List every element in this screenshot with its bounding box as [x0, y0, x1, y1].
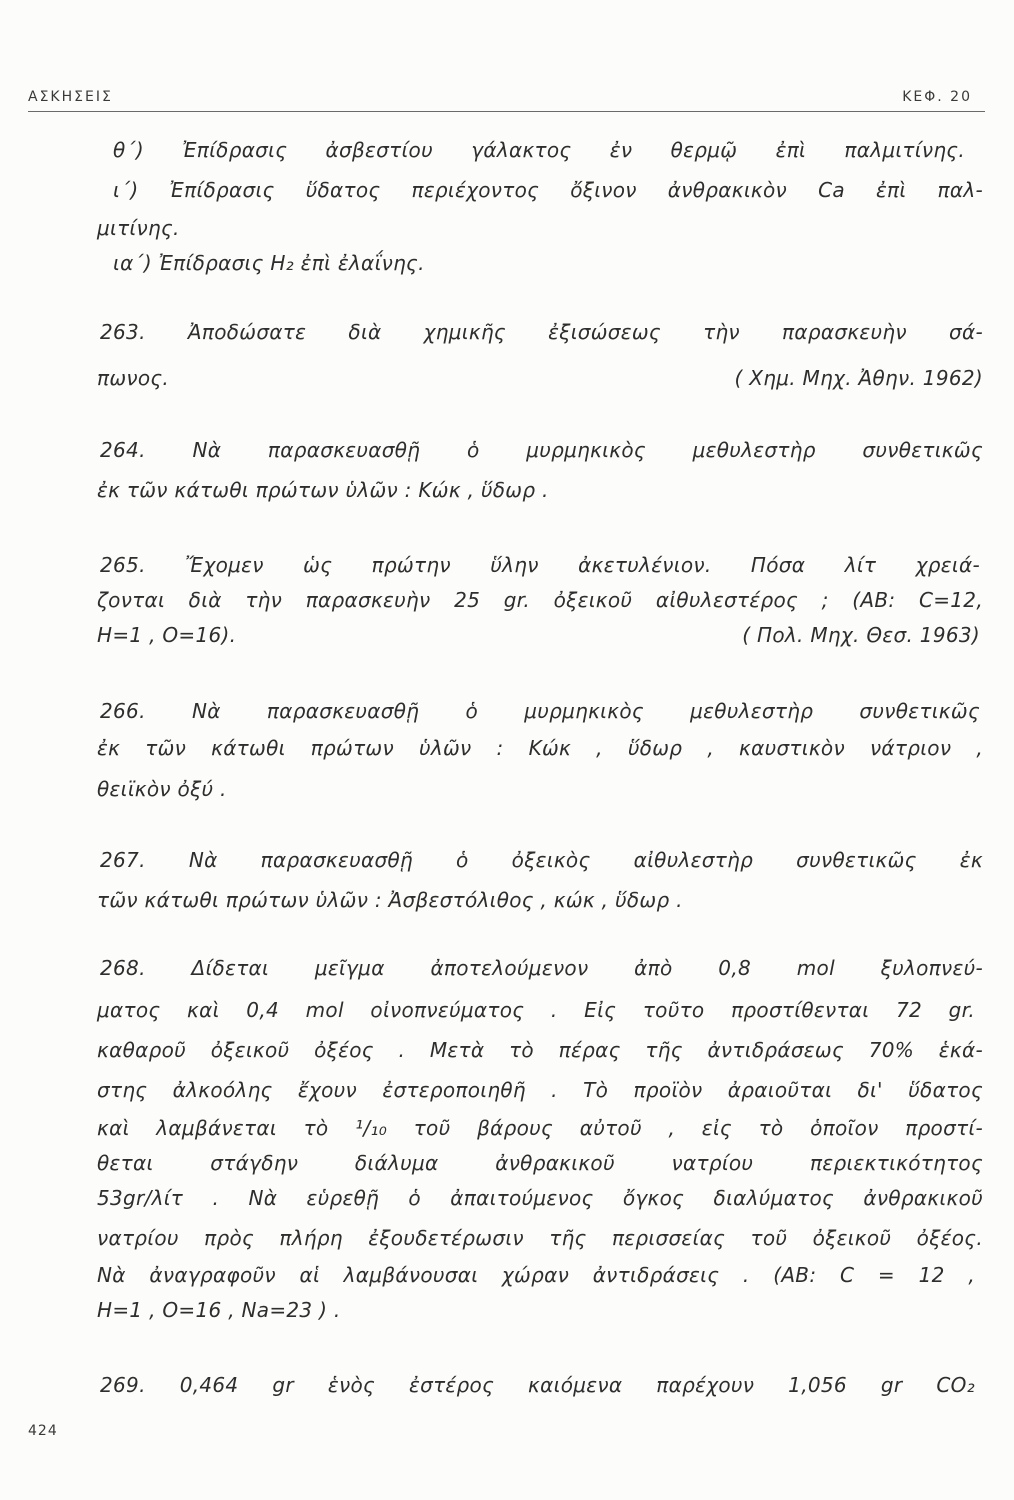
- exercise-text: H=1 , O=16).: [97, 623, 237, 647]
- exercise-267-line-2: τῶν κάτωθι πρώτων ὑλῶν : Ἀσβεστόλιθος , κώκ , ὕδωρ .: [97, 888, 683, 912]
- exercise-268-line-7: 53gr/λίτ . Νὰ εὑρεθῇ ὁ ἀπαιτούμενος ὄγκος διαλύματος ἀνθρακικοῦ: [97, 1186, 983, 1210]
- exercise-source: ( Χημ. Μηχ. Ἀθην. 1962): [734, 366, 983, 390]
- exercise-text: Νὰ παρασκευασθῇ ὁ μυρμηκικὸς μεθυλεστὴρ συνθετικῶς: [191, 699, 980, 723]
- exercise-text: Νὰ παρασκευασθῇ ὁ ὀξεικὸς αἰθυλεστὴρ συνθετικῶς ἐκ: [188, 848, 983, 872]
- exercise-text: Ἔχομεν ὡς πρώτην ὕλην ἀκετυλένιον. Πόσα λίτ χρειά-: [185, 553, 980, 577]
- part-label: ι΄): [113, 178, 139, 202]
- exercise-text: πωνος.: [97, 366, 170, 390]
- exercise-number: 267.: [100, 848, 146, 872]
- exercise-number: 265.: [100, 553, 146, 577]
- exercise-264-line-1: [100, 437, 983, 463]
- exercise-268-line-1: [100, 955, 983, 981]
- exercise-number: 268.: [100, 956, 146, 980]
- exercise-265-line-2: ζονται διὰ τὴν παρασκευὴν 25 gr. ὀξεικοῦ αἰθυλεστέρος ; (ΑΒ: C=12,: [97, 588, 983, 612]
- part-iota-line-1: [113, 177, 983, 203]
- part-label: ια΄): [113, 251, 152, 275]
- header-divider: [28, 111, 985, 112]
- part-text: Ἐπίδρασις H₂ ἐπὶ ἐλαΐνης.: [158, 251, 425, 275]
- exercise-268-line-4: στης ἀλκοόλης ἔχουν ἐστεροποιηθῆ . Τὸ προϊὸν ἀραιοῦται δι' ὕδατος: [97, 1078, 983, 1102]
- exercise-263-line-1: [100, 319, 983, 345]
- part-iota-alpha-line: [113, 250, 425, 276]
- exercise-265-line-3: [97, 622, 980, 648]
- exercise-266-line-1: [100, 698, 980, 724]
- exercise-text: Νὰ παρασκευασθῇ ὁ μυρμηκικὸς μεθυλεστὴρ συνθετικῶς: [192, 438, 983, 462]
- exercise-268-line-2: ματος καὶ 0,4 mol οἰνοπνεύματος . Εἰς τοῦτο προστίθενται 72 gr.: [97, 998, 975, 1022]
- section-title: ΑΣΚΗΣΕΙΣ: [28, 89, 113, 105]
- exercise-268-line-6: θεται στάγδην διάλυμα ἀνθρακικοῦ νατρίου περιεκτικότητος: [97, 1151, 983, 1175]
- exercise-number: 269.: [100, 1373, 146, 1397]
- exercise-267-line-1: [100, 847, 983, 873]
- exercise-number: 263.: [100, 320, 146, 344]
- exercise-text: Δίδεται μεῖγμα ἀποτελούμενον ἀπὸ 0,8 mol ξυλοπνεύ-: [191, 956, 983, 980]
- exercise-268-line-3: καθαροῦ ὀξεικοῦ ὀξέος . Μετὰ τὸ πέρας τῆς ἀντιδράσεως 70% ἑκά-: [97, 1038, 983, 1062]
- exercise-text: Ἀποδώσατε διὰ χημικῆς ἐξισώσεως τὴν παρασκευὴν σά-: [187, 320, 983, 344]
- exercise-268-line-5: καὶ λαμβάνεται τὸ ¹/₁₀ τοῦ βάρους αὐτοῦ , εἰς τὸ ὁποῖον προστί-: [97, 1116, 983, 1140]
- part-label: θ΄): [113, 138, 144, 162]
- part-theta-line: [113, 137, 965, 163]
- part-text: Ἐπίδρασις ὕδατος περιέχοντος ὄξινον ἀνθρακικὸν Ca ἐπὶ παλ-: [169, 178, 983, 202]
- exercise-number: 264.: [100, 438, 146, 462]
- part-iota-line-2: μιτίνης.: [97, 216, 180, 240]
- exercise-264-line-2: ἐκ τῶν κάτωθι πρώτων ὑλῶν : Κώκ , ὕδωρ .: [97, 478, 549, 502]
- part-text: Ἐπίδρασις ἀσβεστίου γάλακτος ἐν θερμῷ ἐπὶ παλμιτίνης.: [182, 138, 965, 162]
- exercise-source: ( Πολ. Μηχ. Θεσ. 1963): [742, 623, 980, 647]
- exercise-263-line-2: [97, 365, 983, 391]
- exercise-text: 0,464 gr ἑνὸς ἐστέρος καιόμενα παρέχουν 1,056 gr CO₂: [179, 1373, 975, 1397]
- exercise-268-line-8: νατρίου πρὸς πλήρη ἐξουδετέρωσιν τῆς περισσείας τοῦ ὀξεικοῦ ὀξέος.: [97, 1226, 983, 1250]
- exercise-266-line-2: ἐκ τῶν κάτωθι πρώτων ὑλῶν : Κώκ , ὕδωρ , καυστικὸν νάτριον ,: [97, 736, 983, 760]
- exercise-268-line-9: Νὰ ἀναγραφοῦν αἱ λαμβάνουσαι χώραν ἀντιδράσεις . (ΑΒ: C = 12 ,: [97, 1263, 975, 1287]
- exercise-266-line-3: θειϊκὸν ὀξύ .: [97, 777, 227, 801]
- exercise-number: 266.: [100, 699, 146, 723]
- exercise-268-line-10: H=1 , O=16 , Na=23 ) .: [97, 1298, 341, 1322]
- page-number: 424: [28, 1423, 58, 1439]
- chapter-label: ΚΕΦ. 20: [902, 89, 972, 105]
- exercise-269-line-1: [100, 1372, 975, 1398]
- exercise-265-line-1: [100, 552, 980, 578]
